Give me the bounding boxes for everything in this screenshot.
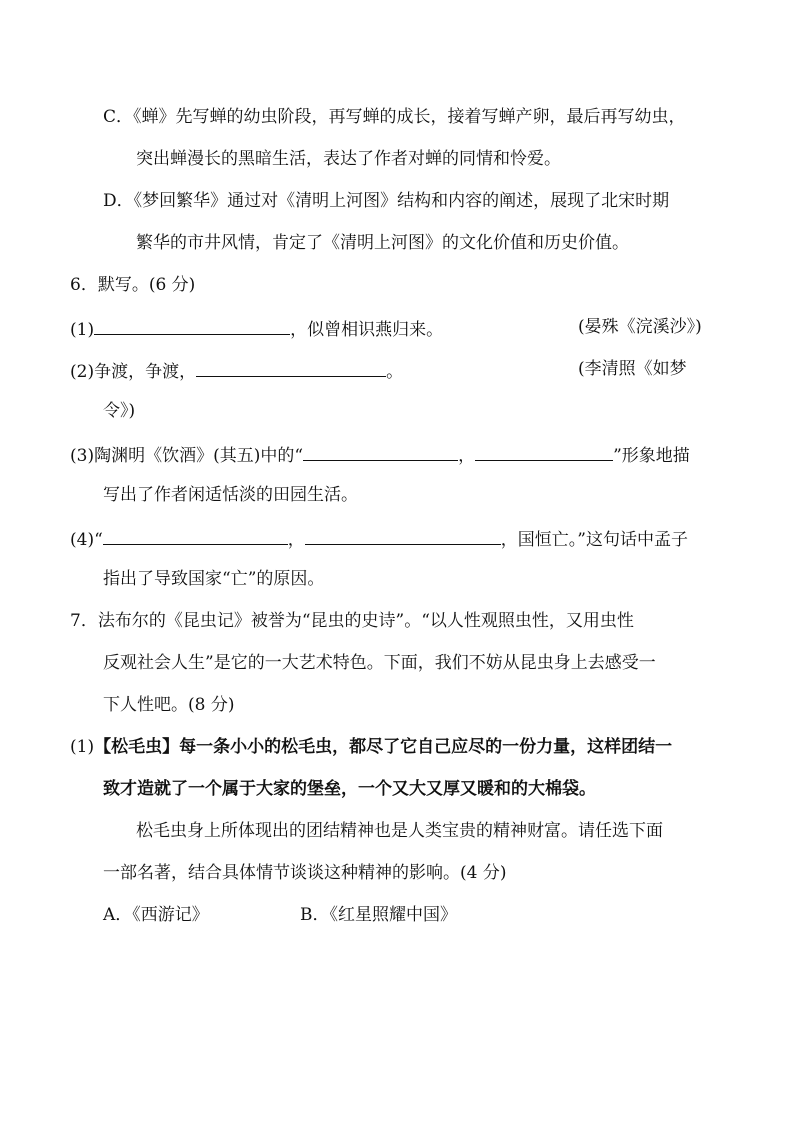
q6-item1-source: (晏殊《浣溪沙》) <box>578 317 702 337</box>
q6-item4-before: “ <box>94 530 103 550</box>
q7-line1: 7．法布尔的《昆虫记》被誉为“昆虫的史诗”。“以人性观照虫性，又用虫性 <box>70 611 634 631</box>
option-c-line2: 突出蝉漫长的黑暗生活，表达了作者对蝉的同情和怜爱。 <box>136 149 561 169</box>
q6-item2-after: 。 <box>386 362 404 382</box>
option-c-text: 《蝉》先写蝉的幼虫阶段，再写蝉的成长，接着写蝉产卵，最后再写幼虫， <box>133 107 686 127</box>
q6-item1-text: ，似曾相识燕归来。 <box>290 320 444 340</box>
option-d-line1 <box>103 190 669 212</box>
option-a-text: 《西游记》 <box>132 905 209 925</box>
q6-item3-num: (3) <box>70 446 95 466</box>
q6-item1-num: (1) <box>70 320 95 340</box>
q7-sub1-num: (1) <box>70 737 95 757</box>
q6-item1 <box>70 316 443 341</box>
q7-sub1-option-a[interactable] <box>103 904 209 926</box>
q6-item2-source: (李清照《如梦 <box>578 359 687 379</box>
q7-sub1-quote-line2: 致才造就了一个属于大家的堡垒，一个又大又厚又暖和的大棉袋。 <box>103 779 596 799</box>
option-d-line2: 繁华的市井风情，肯定了《清明上河图》的文化价值和历史价值。 <box>136 233 629 253</box>
q6-item2 <box>70 358 403 383</box>
q6-item3-line2: 写出了作者闲适恬淡的田园生活。 <box>103 485 358 505</box>
q7-line2: 反观社会人生”是它的一大艺术特色。下面，我们不妨从昆虫身上去感受一 <box>103 653 656 673</box>
q6-item4-mid: ， <box>287 530 305 550</box>
option-b-label: B． <box>300 905 330 925</box>
q6-item3-blank-1[interactable] <box>303 442 458 461</box>
q6-item4-blank-2[interactable] <box>305 526 501 545</box>
q7-sub1-prompt-line1: 松毛虫身上所体现出的团结精神也是人类宝贵的精神财富。请任选下面 <box>136 821 663 841</box>
q6-item4-blank-1[interactable] <box>103 526 288 545</box>
option-c-label: C． <box>103 107 134 127</box>
q7-sub1-quote1: 【松毛虫】每一条小小的松毛虫，都尽了它自己应尽的一份力量，这样团结一 <box>94 737 673 757</box>
q6-item2-blank[interactable] <box>196 358 386 377</box>
q6-item3-before: 陶渊明《饮酒》(其五)中的“ <box>94 446 304 466</box>
option-c-line1 <box>103 106 686 128</box>
option-d-text: 《梦回繁华》通过对《清明上河图》结构和内容的阐述，展现了北宋时期 <box>133 191 670 211</box>
q6-item2-source-cont: 令》) <box>103 401 136 421</box>
q7-sub1-quote-line1 <box>70 736 672 758</box>
q7-sub1-option-b[interactable] <box>300 904 457 926</box>
q6-item4-num: (4) <box>70 530 95 550</box>
q6-item3-blank-2[interactable] <box>475 442 613 461</box>
q6-item4 <box>70 526 688 551</box>
option-d-label: D． <box>103 191 134 211</box>
option-b-text: 《红星照耀中国》 <box>329 905 457 925</box>
q6-item3-mid: ， <box>458 446 476 466</box>
q6-item2-before: 争渡，争渡， <box>94 362 197 382</box>
q6-item4-after: ，国恒亡。”这句话中孟子 <box>500 530 688 550</box>
q7-sub1-prompt-line2: 一部名著，结合具体情节谈谈这种精神的影响。(4 分) <box>103 863 507 883</box>
q6-item3 <box>70 442 690 467</box>
q6-item2-num: (2) <box>70 362 95 382</box>
q6-title: 6．默写。(6 分) <box>70 275 196 295</box>
q7-line3: 下人性吧。(8 分) <box>103 695 235 715</box>
q6-item4-line2: 指出了导致国家“亡”的原因。 <box>103 569 325 589</box>
q6-item1-blank[interactable] <box>94 316 290 335</box>
q6-item3-after: ”形象地描 <box>613 446 690 466</box>
option-a-label: A． <box>103 905 133 925</box>
